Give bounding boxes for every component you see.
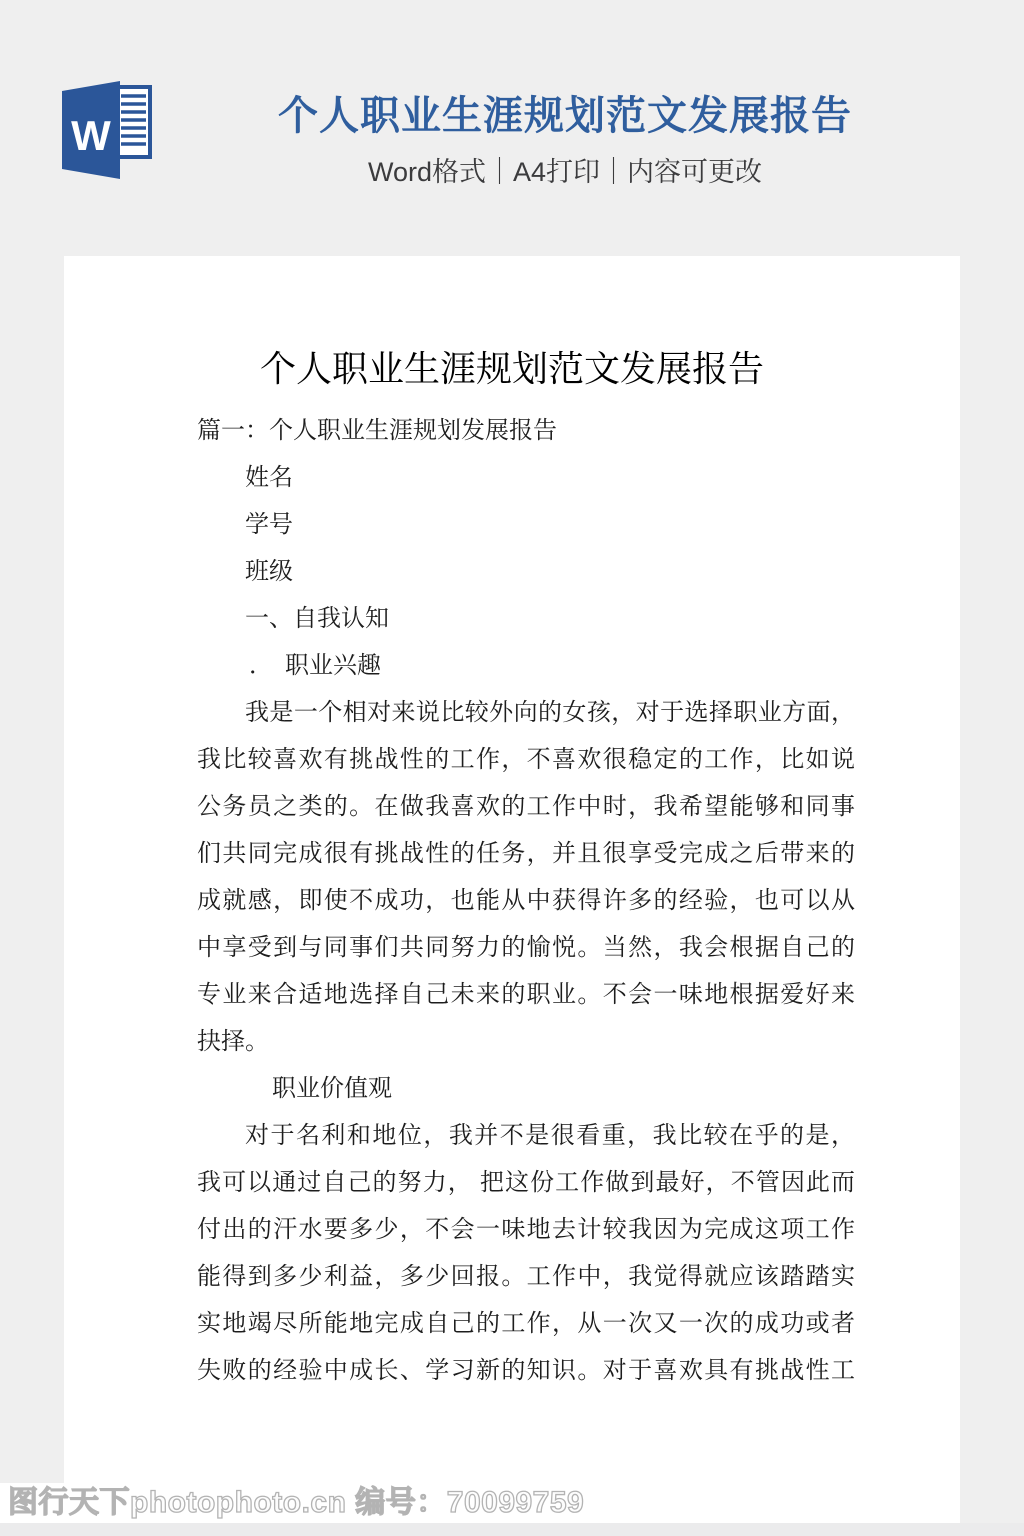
header-title: 个人职业生涯规划范文发展报告 xyxy=(278,94,852,138)
paragraph-line: 付出的汗水要多少，不会一味地去计较我因为完成这项工作 xyxy=(197,1217,855,1243)
paragraph-line: 对于名利和地位，我并不是很看重，我比较在乎的是， xyxy=(245,1123,855,1149)
document-line: 学号 xyxy=(245,512,293,538)
document-line: 班级 xyxy=(245,559,293,585)
paragraph-line: 实地竭尽所能地完成自己的工作，从一次又一次的成功或者 xyxy=(197,1311,855,1337)
paragraph-line: 中享受到与同事们共同努力的愉悦。当然，我会根据自己的 xyxy=(197,935,855,961)
paragraph-line: 公务员之类的。在做我喜欢的工作中时，我希望能够和同事 xyxy=(197,794,855,820)
paragraph-line: 我比较喜欢有挑战性的工作，不喜欢很稳定的工作，比如说 xyxy=(197,747,855,773)
paragraph-line: 我可以通过自己的努力， 把这份工作做到最好，不管因此而 xyxy=(197,1170,855,1196)
bottom-strip xyxy=(0,1523,1024,1536)
paragraph-line: 抉择。 xyxy=(197,1029,269,1055)
document-line: 姓名 xyxy=(245,465,293,491)
document-line: 职业价值观 xyxy=(272,1076,392,1102)
paragraph-line: 成就感，即使不成功，也能从中获得许多的经验，也可以从 xyxy=(197,888,855,914)
document-title: 个人职业生涯规划范文发展报告 xyxy=(259,349,764,389)
document-page xyxy=(64,256,960,1523)
header-subtitle: Word格式｜A4打印｜内容可更改 xyxy=(367,157,763,187)
document-line: 一、自我认知 xyxy=(245,606,389,632)
watermark: 图行天下photophoto.cn 编号：70099759 xyxy=(8,1486,585,1519)
paragraph-line: 们共同完成很有挑战性的任务，并且很享受完成之后带来的 xyxy=(197,841,855,867)
paragraph-line: 能得到多少利益，多少回报。工作中，我觉得就应该踏踏实 xyxy=(197,1264,855,1290)
paragraph-line: 专业来合适地选择自己未来的职业。不会一味地根据爱好来 xyxy=(197,982,855,1008)
document-line: 篇一：个人职业生涯规划发展报告 xyxy=(197,418,557,444)
paragraph-line: 失败的经验中成长、学习新的知识。对于喜欢具有挑战性工 xyxy=(197,1358,855,1384)
word-icon-letter: W xyxy=(71,112,111,159)
header xyxy=(0,0,1024,256)
document-line: ． 职业兴趣 xyxy=(249,653,381,679)
paragraph-line: 我是一个相对来说比较外向的女孩，对于选择职业方面， xyxy=(245,700,855,726)
document-body xyxy=(197,408,855,1395)
